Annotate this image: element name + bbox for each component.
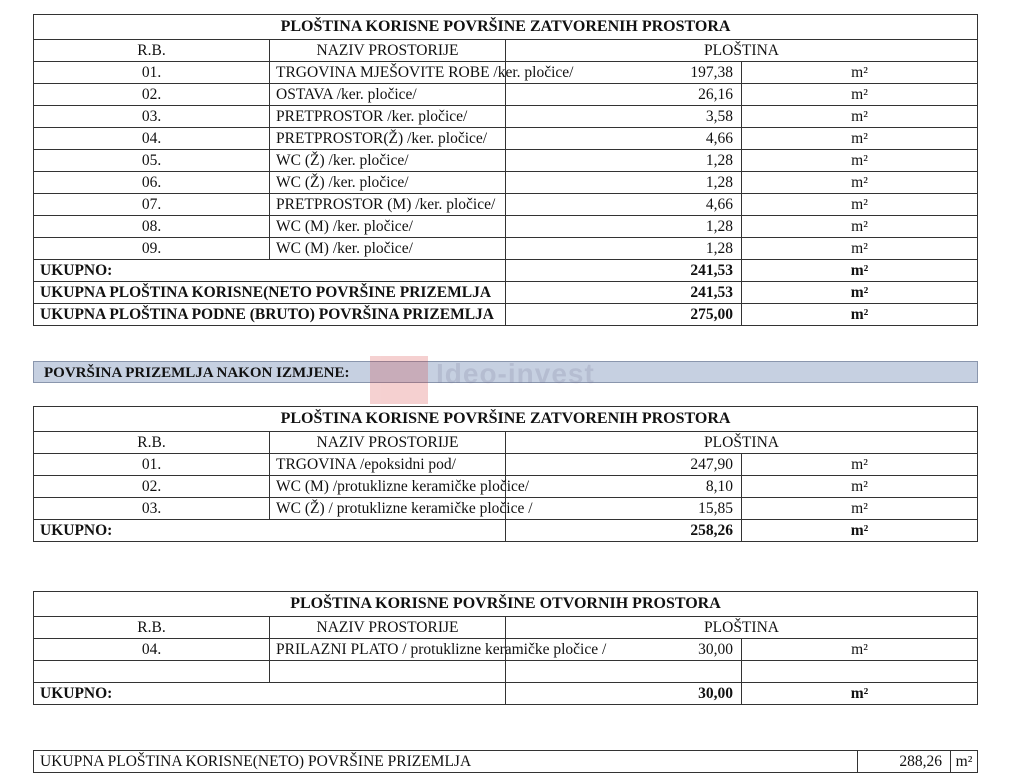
total-unit: m² <box>742 683 978 705</box>
row-naziv: PRETPROSTOR /ker. pločice/ <box>270 106 506 128</box>
header-naziv: NAZIV PROSTORIJE <box>270 40 506 62</box>
row-naziv: PRETPROSTOR (M) /ker. pločice/ <box>270 194 506 216</box>
header-naziv: NAZIV PROSTORIJE <box>270 432 506 454</box>
total-value: 275,00 <box>506 304 742 326</box>
row-value: 4,66 <box>506 194 742 216</box>
row-unit: m² <box>742 454 978 476</box>
row-value: 1,28 <box>506 150 742 172</box>
table-row <box>34 238 978 260</box>
total-value: 30,00 <box>506 683 742 705</box>
header-plostina: PLOŠTINA <box>506 40 978 62</box>
row-rb: 07. <box>34 194 270 216</box>
row-value: 15,85 <box>506 498 742 520</box>
row-unit: m² <box>742 150 978 172</box>
summary-unit: m² <box>951 751 978 773</box>
total-value: 258,26 <box>506 520 742 542</box>
table-title: PLOŠTINA KORISNE POVRŠINE ZATVORENIH PROSTORA <box>34 15 978 40</box>
table-closed-areas-after <box>33 406 978 542</box>
row-naziv: TRGOVINA /epoksidni pod/ <box>270 454 506 476</box>
row-rb: 04. <box>34 128 270 150</box>
table-row <box>34 639 978 661</box>
table-title-row <box>34 407 978 432</box>
total-unit: m² <box>742 260 978 282</box>
table-row <box>34 454 978 476</box>
total-value: 241,53 <box>506 282 742 304</box>
row-naziv: WC (M) /protuklizne keramičke pločice/ <box>270 476 506 498</box>
row-unit: m² <box>742 639 978 661</box>
table-row <box>34 476 978 498</box>
summary-table <box>33 750 978 773</box>
row-naziv: WC (Ž) /ker. pločice/ <box>270 150 506 172</box>
row-unit: m² <box>742 62 978 84</box>
total-row <box>34 304 978 326</box>
row-unit: m² <box>742 84 978 106</box>
row-naziv: WC (Ž) / protuklizne keramičke pločice / <box>270 498 506 520</box>
total-label: UKUPNO: <box>34 520 506 542</box>
header-plostina: PLOŠTINA <box>506 617 978 639</box>
header-plostina: PLOŠTINA <box>506 432 978 454</box>
total-row <box>34 520 978 542</box>
row-rb: 04. <box>34 639 270 661</box>
row-unit: m² <box>742 238 978 260</box>
table-row <box>34 150 978 172</box>
table-row <box>34 216 978 238</box>
table-title-row <box>34 592 978 617</box>
table-row <box>34 84 978 106</box>
table-row <box>34 498 978 520</box>
row-unit: m² <box>742 216 978 238</box>
header-rb: R.B. <box>34 432 270 454</box>
table-row <box>34 172 978 194</box>
row-rb: 01. <box>34 62 270 84</box>
row-value: 197,38 <box>506 62 742 84</box>
table-header-row <box>34 617 978 639</box>
row-unit: m² <box>742 498 978 520</box>
total-value: 241,53 <box>506 260 742 282</box>
row-rb: 03. <box>34 106 270 128</box>
row-naziv: PRILAZNI PLATO / protuklizne keramičke pločice / <box>270 639 506 661</box>
table-header-row <box>34 432 978 454</box>
row-naziv: PRETPROSTOR(Ž) /ker. pločice/ <box>270 128 506 150</box>
total-unit: m² <box>742 304 978 326</box>
table-title: PLOŠTINA KORISNE POVRŠINE OTVORNIH PROSTORA <box>34 592 978 617</box>
row-rb: 02. <box>34 84 270 106</box>
total-unit: m² <box>742 282 978 304</box>
row-value: 1,28 <box>506 172 742 194</box>
header-rb: R.B. <box>34 40 270 62</box>
total-row <box>34 260 978 282</box>
table-title: PLOŠTINA KORISNE POVRŠINE ZATVORENIH PROSTORA <box>34 407 978 432</box>
table-open-areas <box>33 591 978 705</box>
row-rb: 02. <box>34 476 270 498</box>
total-label: UKUPNA PLOŠTINA PODNE (BRUTO) POVRŠINA PRIZEMLJA <box>34 304 506 326</box>
row-value: 1,28 <box>506 238 742 260</box>
total-label: UKUPNA PLOŠTINA KORISNE(NETO POVRŠINE PRIZEMLJA <box>34 282 506 304</box>
empty-row <box>34 661 978 683</box>
row-value: 1,28 <box>506 216 742 238</box>
table-title-row <box>34 15 978 40</box>
row-naziv: WC (M) /ker. pločice/ <box>270 216 506 238</box>
row-unit: m² <box>742 172 978 194</box>
row-value: 247,90 <box>506 454 742 476</box>
row-value: 26,16 <box>506 84 742 106</box>
row-naziv: WC (Ž) /ker. pločice/ <box>270 172 506 194</box>
row-naziv: OSTAVA /ker. pločice/ <box>270 84 506 106</box>
row-value: 8,10 <box>506 476 742 498</box>
table-row <box>34 194 978 216</box>
watermark-text: Ideo-invest <box>436 358 595 389</box>
row-rb: 06. <box>34 172 270 194</box>
table-row <box>34 62 978 84</box>
row-unit: m² <box>742 476 978 498</box>
total-label: UKUPNO: <box>34 683 506 705</box>
header-naziv: NAZIV PROSTORIJE <box>270 617 506 639</box>
row-rb: 01. <box>34 454 270 476</box>
table-row <box>34 128 978 150</box>
row-value: 3,58 <box>506 106 742 128</box>
row-rb: 08. <box>34 216 270 238</box>
row-rb: 05. <box>34 150 270 172</box>
row-rb: 03. <box>34 498 270 520</box>
row-rb: 09. <box>34 238 270 260</box>
total-label: UKUPNO: <box>34 260 506 282</box>
header-rb: R.B. <box>34 617 270 639</box>
table-header-row <box>34 40 978 62</box>
table-row <box>34 106 978 128</box>
total-row <box>34 683 978 705</box>
row-value: 4,66 <box>506 128 742 150</box>
row-naziv: WC (M) /ker. pločice/ <box>270 238 506 260</box>
summary-row <box>34 751 978 773</box>
row-naziv: TRGOVINA MJEŠOVITE ROBE /ker. pločice/ <box>270 62 506 84</box>
row-unit: m² <box>742 194 978 216</box>
row-unit: m² <box>742 106 978 128</box>
table-closed-areas-before <box>33 14 978 326</box>
summary-value: 288,26 <box>858 751 951 773</box>
section-banner: POVRŠINA PRIZEMLJA NAKON IZMJENE: <box>33 361 978 383</box>
row-value: 30,00 <box>506 639 742 661</box>
summary-label: UKUPNA PLOŠTINA KORISNE(NETO) POVRŠINE PRIZEMLJA <box>34 751 858 773</box>
total-unit: m² <box>742 520 978 542</box>
total-row <box>34 282 978 304</box>
row-unit: m² <box>742 128 978 150</box>
